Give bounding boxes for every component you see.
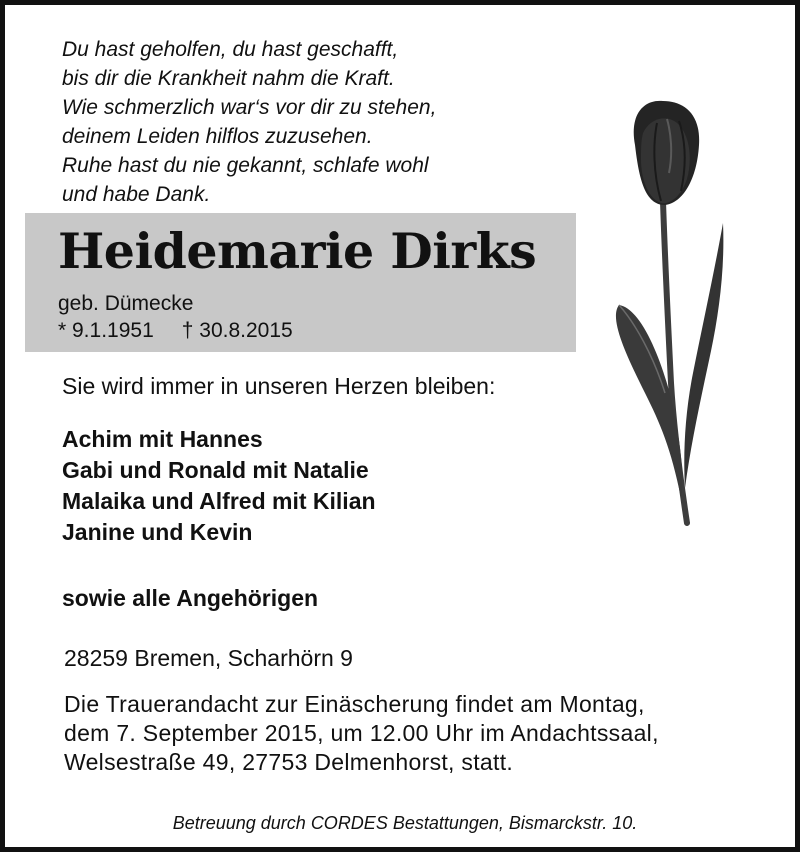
service-line: Welsestraße 49, 27753 Delmenhorst, statt. — [64, 749, 514, 775]
poem-line: Wie schmerzlich war‘s vor dir zu stehen, — [62, 96, 437, 119]
poem-line: bis dir die Krankheit nahm die Kraft. — [62, 67, 395, 90]
funeral-home-credit: Betreuung durch CORDES Bestattungen, Bismarckstr. 10. — [172, 813, 638, 833]
deceased-name: Heidemarie Dirks — [58, 222, 537, 280]
list-item: Gabi und Ronald mit Natalie — [62, 457, 369, 483]
address: 28259 Bremen, Scharhörn 9 — [64, 645, 353, 671]
list-item: Janine und Kevin — [62, 519, 253, 545]
relatives-text: sowie alle Angehörigen — [62, 585, 319, 611]
service-info — [64, 690, 659, 777]
poem-line: deinem Leiden hilflos zuzusehen. — [62, 125, 373, 148]
mourners-list — [62, 424, 376, 548]
list-item: Malaika und Alfred mit Kilian — [62, 488, 376, 514]
poem-line: Du hast geholfen, du hast geschafft, — [62, 38, 399, 61]
service-line: dem 7. September 2015, um 12.00 Uhr im Andachtssaal, — [64, 720, 659, 746]
life-dates — [58, 318, 293, 344]
tulip-icon — [605, 93, 730, 533]
name-band — [25, 213, 576, 352]
poem-line: und habe Dank. — [62, 183, 211, 206]
poem-line: Ruhe hast du nie gekannt, schlafe wohl — [62, 154, 429, 177]
death-date: † 30.8.2015 — [181, 319, 293, 342]
poem — [62, 35, 436, 209]
birth-date: * 9.1.1951 — [58, 319, 154, 342]
service-line: Die Trauerandacht zur Einäscherung findet am Montag, — [64, 691, 645, 717]
dedication-text: Sie wird immer in unseren Herzen bleiben: — [62, 373, 496, 399]
birth-name: geb. Dümecke — [58, 292, 194, 315]
list-item: Achim mit Hannes — [62, 426, 263, 452]
